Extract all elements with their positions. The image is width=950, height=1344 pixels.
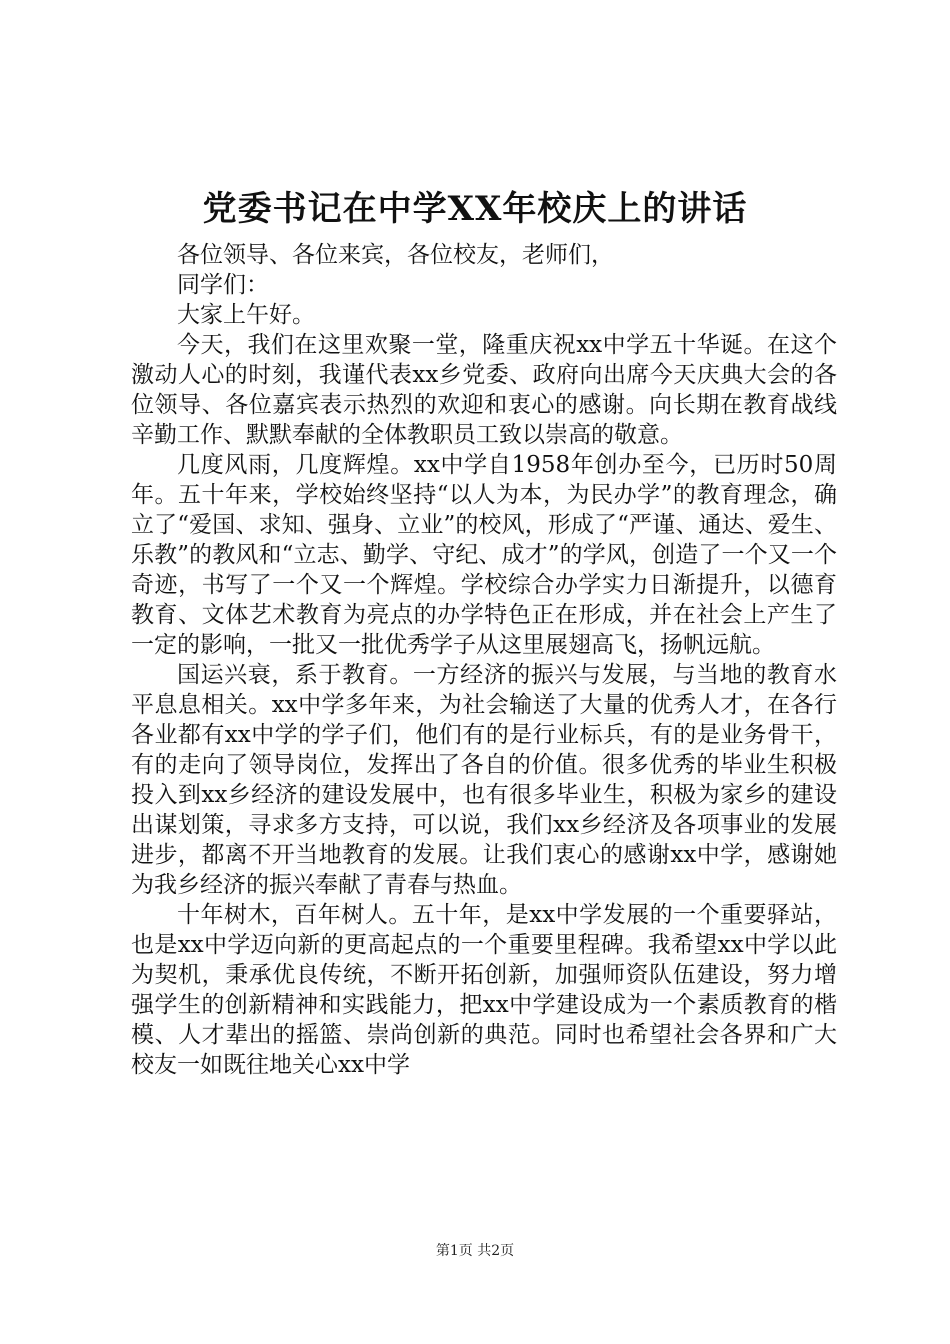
paragraph-celebration: 今天，我们在这里欢聚一堂，隆重庆祝xx中学五十华诞。在这个激动人心的时刻，我谨代表xx乡党委、政府向出席今天庆典大会的各位领导、各位嘉宾表示热烈的欢迎和衷心的感谢。向长期在教育战线辛勤工作、默默奉献的全体教职员工致以崇高的敬意。 — [131, 332, 837, 448]
paragraph-salutation-students: 同学们： — [177, 272, 269, 298]
paragraph-salutation: 各位领导、各位来宾，各位校友，老师们， — [177, 242, 614, 268]
paragraph-education: 国运兴衰，系于教育。一方经济的振兴与发展，与当地的教育水平息息相关。xx中学多年来，为社会输送了大量的优秀人才，在各行各业都有xx中学的学子们，他们有的是行业标兵，有的是业务骨干，有的走向了领导岗位，发挥出了各自的价值。很多优秀的毕业生积极投入到xx乡经济的建设发展中，也有很多毕业生，积极为家乡的建设出谋划策，寻求多方支持，可以说，我们xx乡经济及各项事业的发展进步，都离不开当地教育的发展。让我们衷心的感谢xx中学，感谢她为我乡经济的振兴奉献了青春与热血。 — [131, 662, 837, 898]
document-body — [131, 240, 837, 1080]
paragraph-future: 十年树木，百年树人。五十年，是xx中学发展的一个重要驿站，也是xx中学迈向新的更高起点的一个重要里程碑。我希望xx中学以此为契机，秉承优良传统，不断开拓创新，加强师资队伍建设，努力增强学生的创新精神和实践能力，把xx中学建设成为一个素质教育的楷模、人才辈出的摇篮、崇尚创新的典范。同时也希望社会各界和广大校友一如既往地关心xx中学 — [131, 902, 837, 1078]
paragraph-history: 几度风雨，几度辉煌。xx中学自1958年创办至今，已历时50周年。五十年来，学校始终坚持“以人为本，为民办学”的教育理念，确立了“爱国、求知、强身、立业”的校风，形成了“严谨、通达、爱生、乐教”的教风和“立志、勤学、守纪、成才”的学风，创造了一个又一个奇迹，书写了一个又一个辉煌。学校综合办学实力日渐提升，以德育教育、文体艺术教育为亮点的办学特色正在形成，并在社会上产生了一定的影响，一批又一批优秀学子从这里展翅高飞，扬帆远航。 — [131, 452, 837, 658]
document-title: 党委书记在中学XX年校庆上的讲话 — [202, 189, 748, 229]
paragraph-greeting: 大家上午好。 — [177, 302, 315, 328]
page-footer: 第1页 共2页 — [435, 1243, 515, 1259]
